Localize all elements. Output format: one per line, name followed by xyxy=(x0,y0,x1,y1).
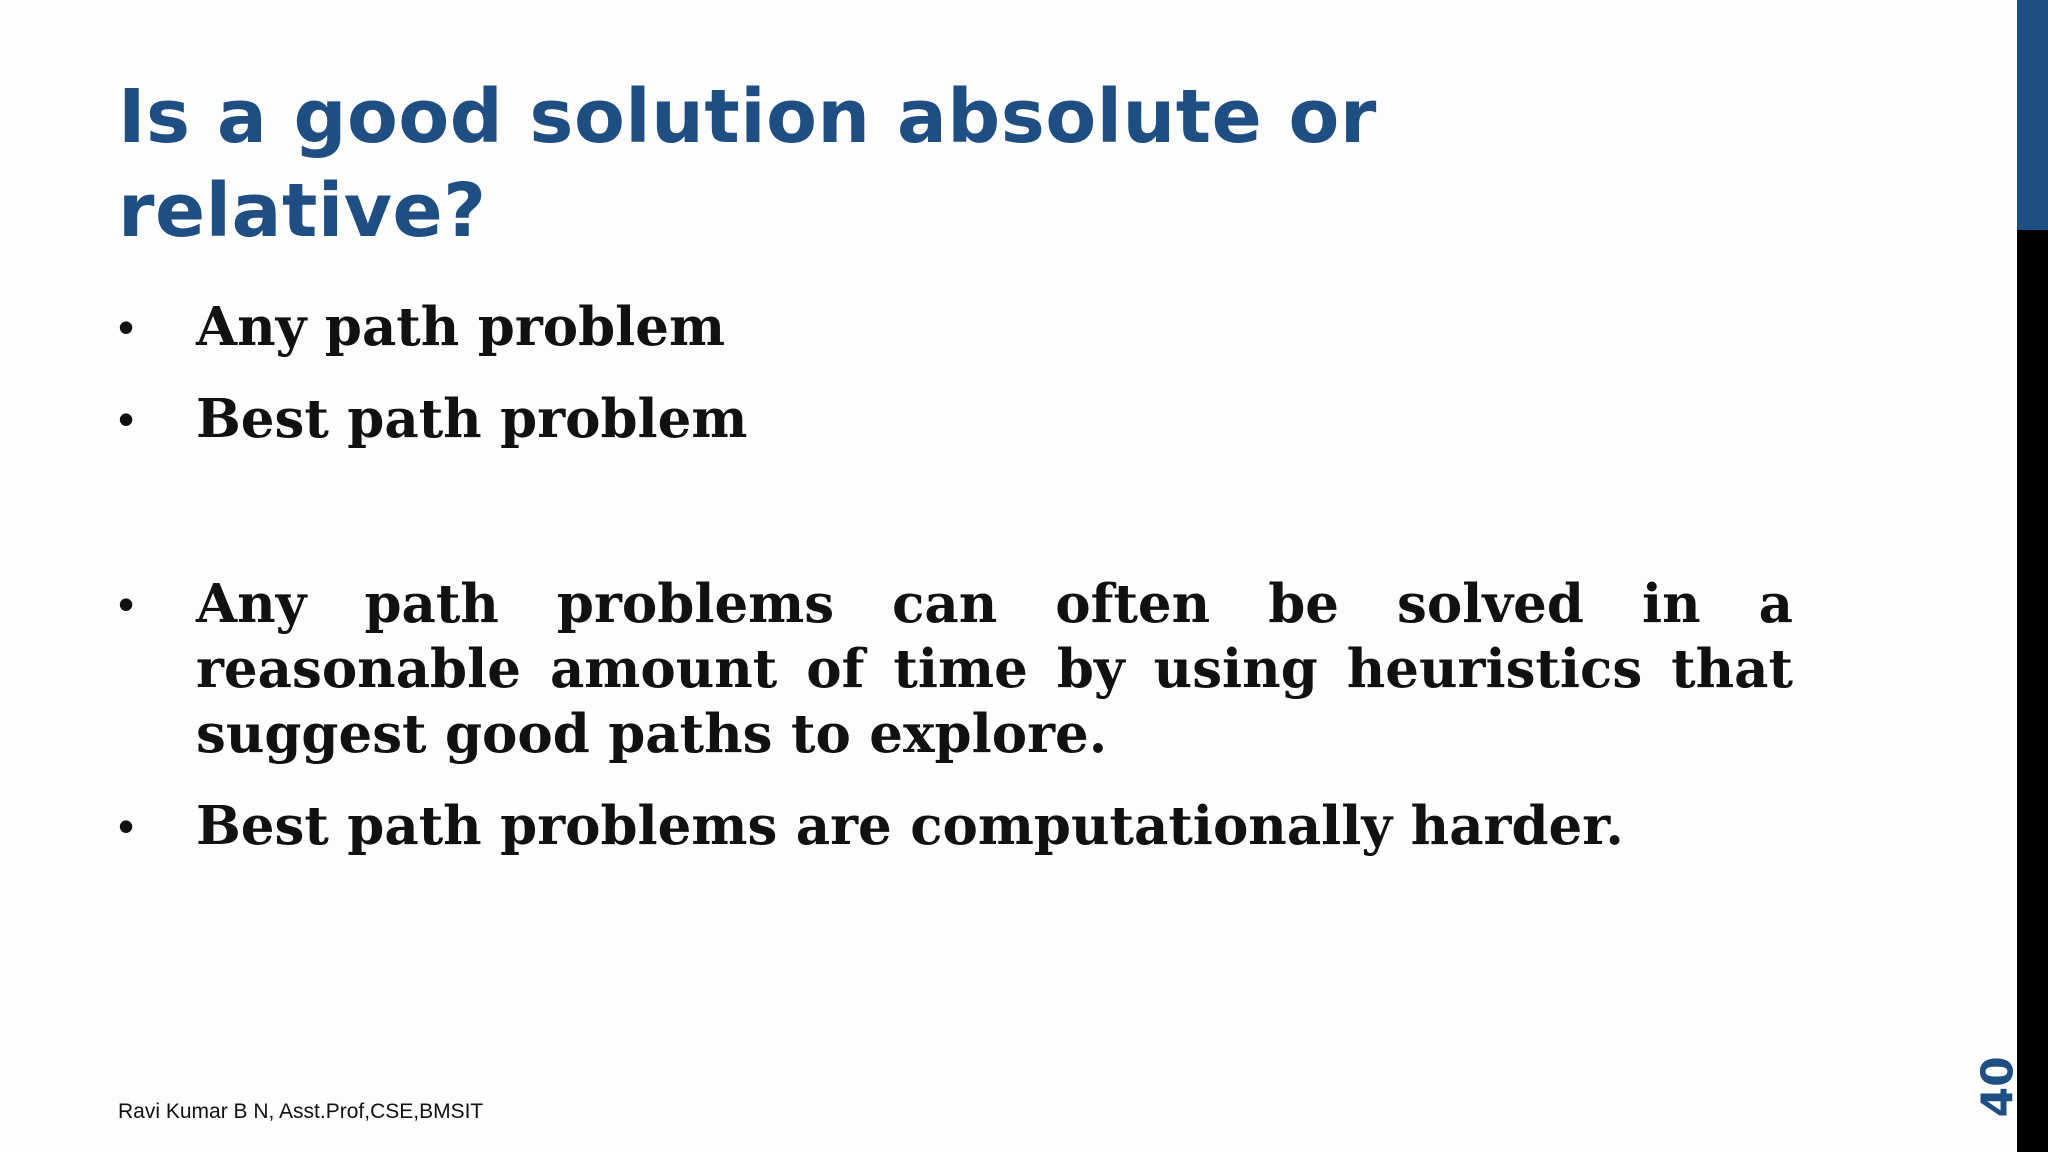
bullet-point-icon: • xyxy=(118,393,135,445)
bullet-point-icon: • xyxy=(118,800,135,852)
bullet-item xyxy=(118,572,1793,767)
bullet-list xyxy=(118,295,1793,859)
page-number: 40 xyxy=(1972,1056,2024,1118)
bullet-text: Best path problem xyxy=(196,388,748,450)
slide-footer: Ravi Kumar B N, Asst.Prof,CSE,BMSIT xyxy=(118,1100,484,1123)
bullet-text: Any path problem xyxy=(196,296,726,358)
side-bar-accent xyxy=(2017,0,2048,230)
bullet-item xyxy=(118,794,1793,859)
bullet-point-icon: • xyxy=(118,301,135,353)
bullet-item xyxy=(118,295,1793,360)
slide-title: Is a good solution absolute or relative? xyxy=(118,74,1377,254)
bullet-text: Any path problems can often be solved in a reasonable amount of time by using heuristics that suggest good paths to explore. xyxy=(196,573,1793,765)
bullet-point-icon: • xyxy=(118,578,135,630)
bullet-item xyxy=(118,387,1793,452)
bullet-text: Best path problems are computationally harder. xyxy=(196,795,1624,857)
